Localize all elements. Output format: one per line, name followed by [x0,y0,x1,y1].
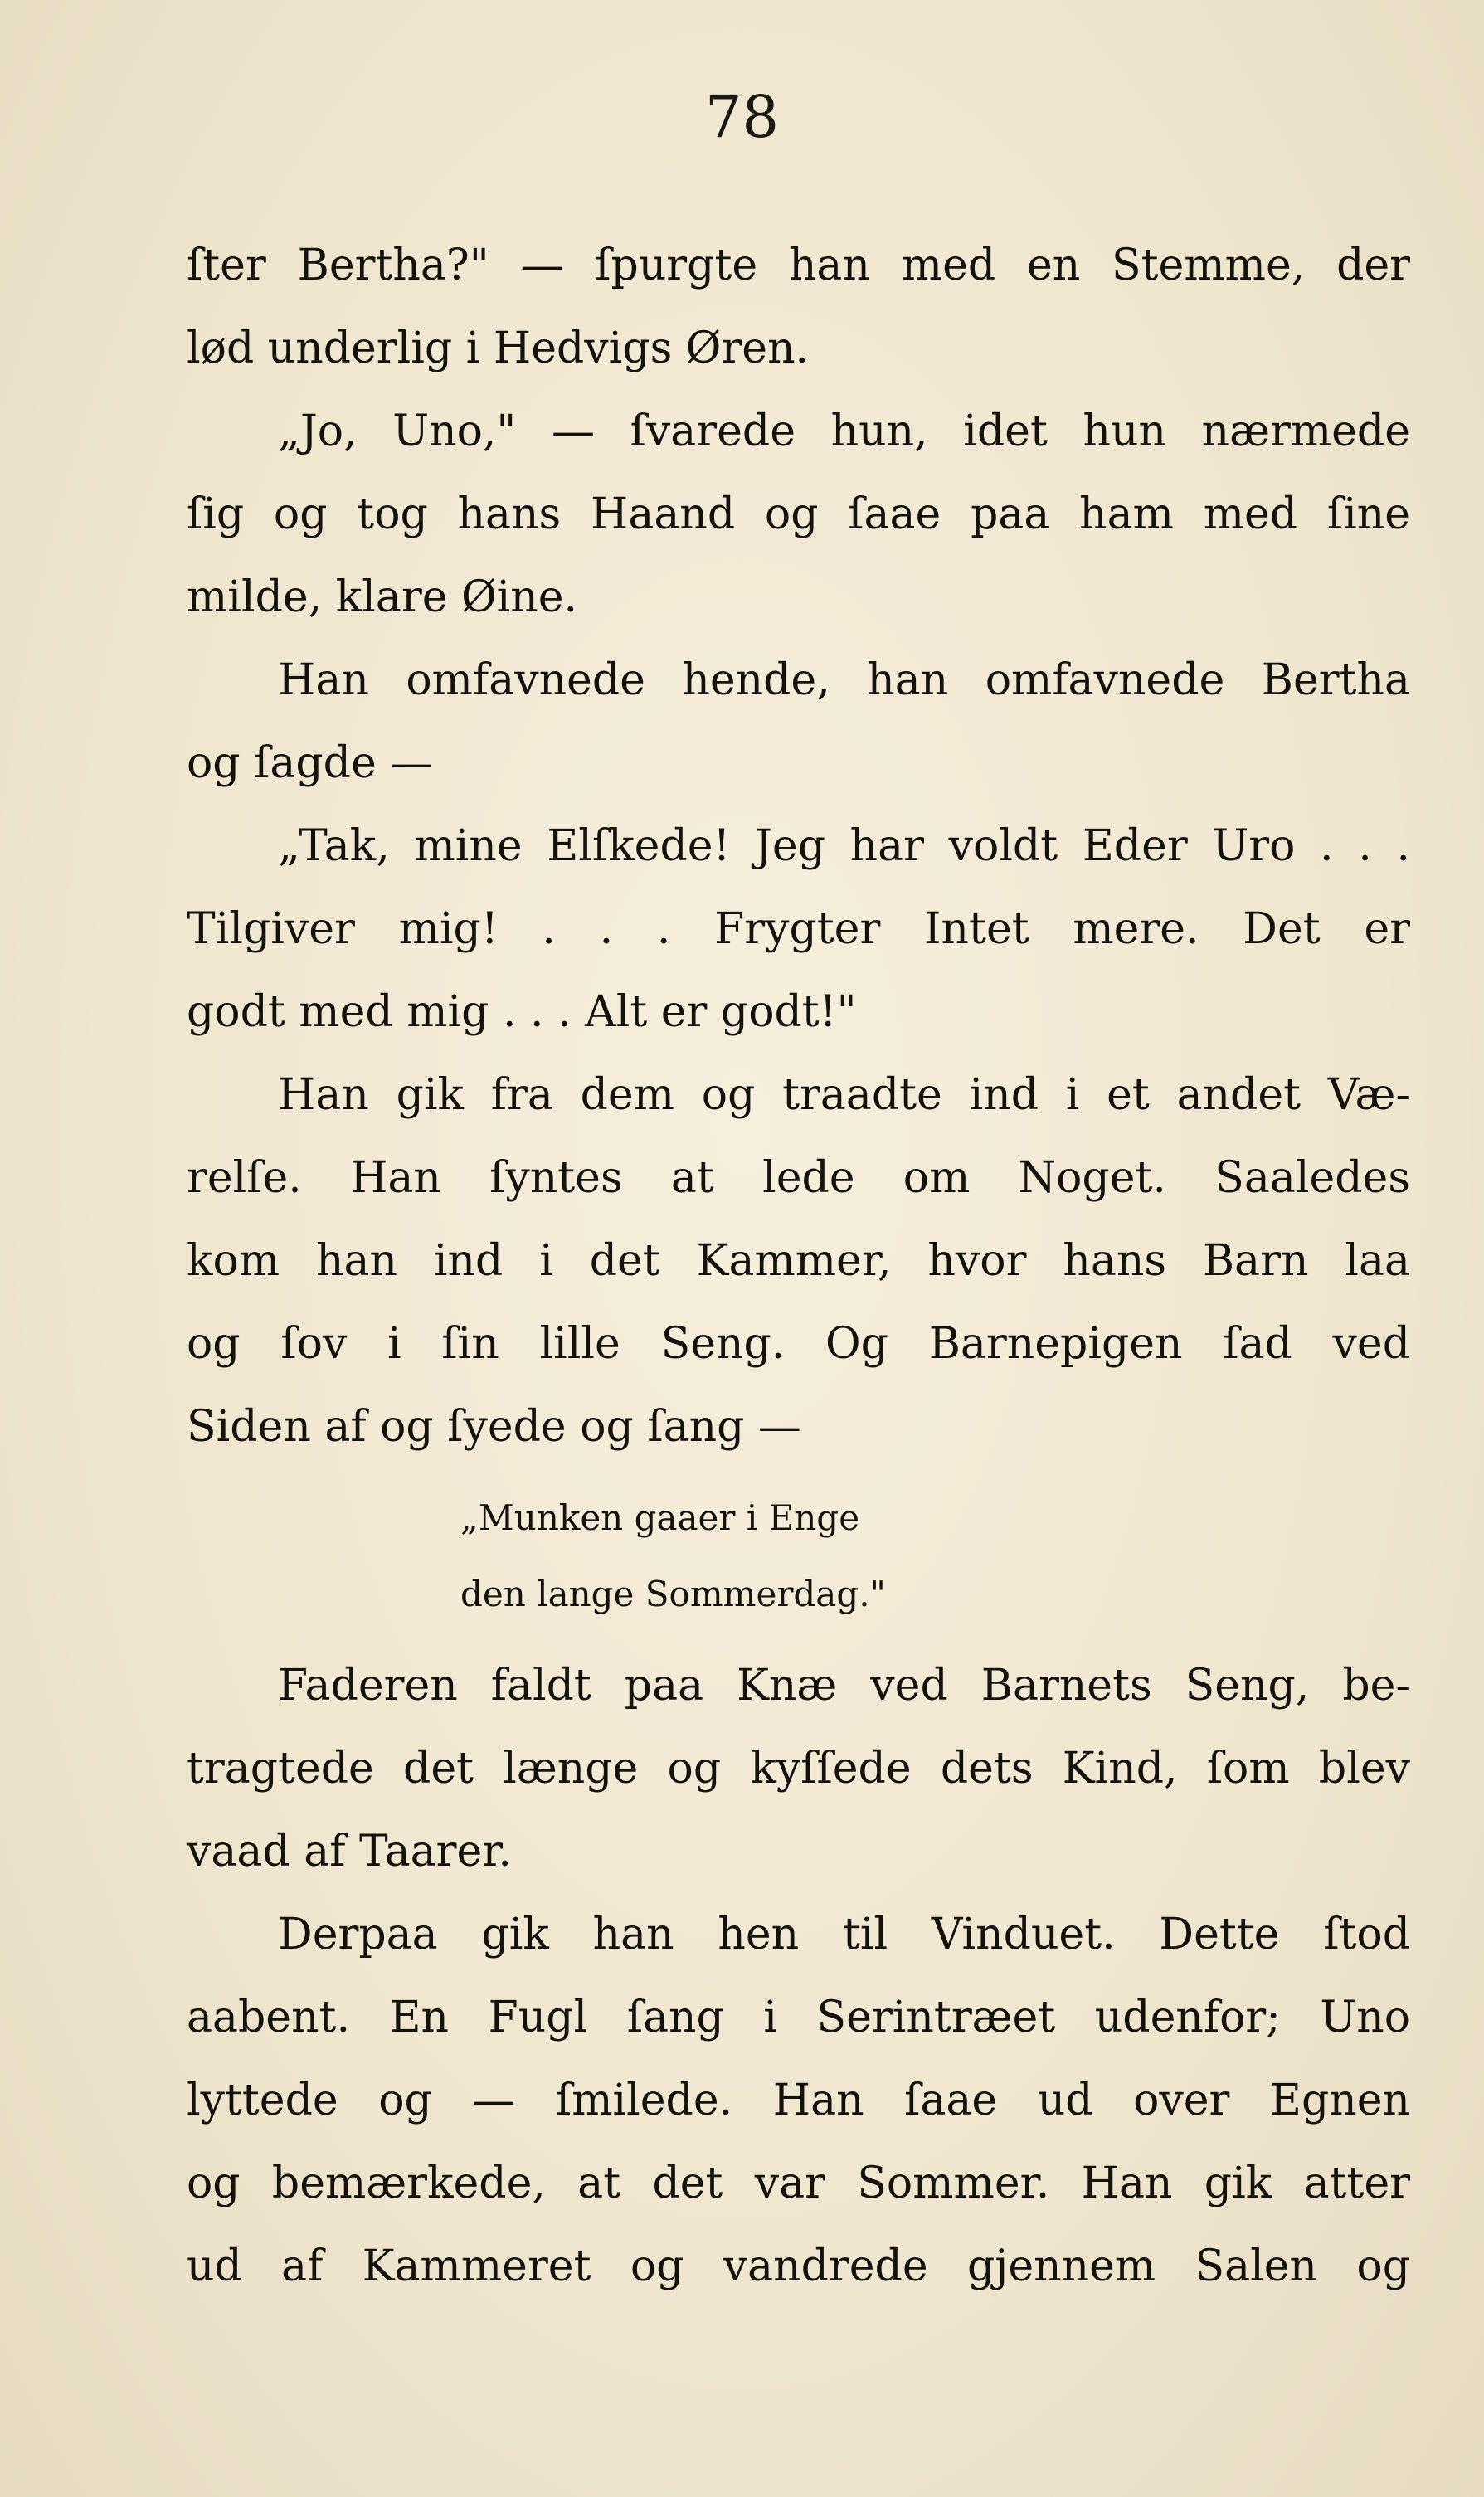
text-line: og ſov i ſin lille Seng. Og Barnepigen ſad ved [187,1319,1410,1369]
text-line: Derpaa gik han hen til Vinduet. Dette ſtod [278,1910,1410,1959]
text-line: ſig og tog hans Haand og ſaae paa ham med ſine [187,489,1410,539]
text-line: Han omfavnede hende, han omfavnede Bertha [278,655,1410,705]
text-line: ud af Kammeret og vandrede gjennem Salen og [187,2241,1410,2291]
verse-spacer-top [187,1468,1410,1480]
text-line: Han gik fra dem og traadte ind i et andet Væ- [278,1070,1410,1120]
text-line: godt med mig . . . Alt er godt!" [187,987,857,1037]
text-line: milde, klare Øine. [187,572,578,622]
page-number: 78 [704,83,780,151]
prose-section-2 [187,1644,1410,2308]
text-line: tragtede det længe og kyſſede dets Kind, ſom blev [187,1744,1410,1794]
text-line: Tilgiver mig! . . . Frygter Intet mere. Det er [187,904,1410,954]
text-line: ſter Bertha?" — ſpurgte han med en Stemme, der [187,241,1410,290]
text-line: aabent. En Fugl ſang i Serintræet udenfor; Uno [187,1993,1410,2042]
body-text [187,224,1410,2308]
text-line: relſe. Han ſyntes at lede om Noget. Saaledes [187,1153,1410,1203]
text-line: og bemærkede, at det var Sommer. Han gik atter [187,2159,1410,2208]
verse-line: den lange Sommerdag." [460,1574,886,1614]
text-line: vaad af Taarer. [187,1827,512,1876]
text-line: „Tak, mine Elſkede! Jeg har voldt Eder Uro . . . [278,821,1410,871]
verse-line: „Munken gaaer i Enge [460,1497,860,1538]
verse-block [187,1480,1410,1633]
text-line: kom han ind i det Kammer, hvor hans Barn laa [187,1236,1410,1286]
verse-spacer-bottom [187,1633,1410,1644]
text-line: Faderen faldt paa Knæ ved Barnets Seng, be- [278,1661,1410,1711]
text-line: lød underlig i Hedvigs Øren. [187,324,810,373]
text-line: Siden af og ſyede og ſang — [187,1402,801,1452]
text-line: „Jo, Uno," — ſvarede hun, idet hun nærmede [278,406,1410,456]
text-line: lyttede og — ſmilede. Han ſaae ud over Egnen [187,2076,1410,2125]
prose-section-1 [187,224,1410,1468]
text-line: og ſagde — [187,738,434,788]
